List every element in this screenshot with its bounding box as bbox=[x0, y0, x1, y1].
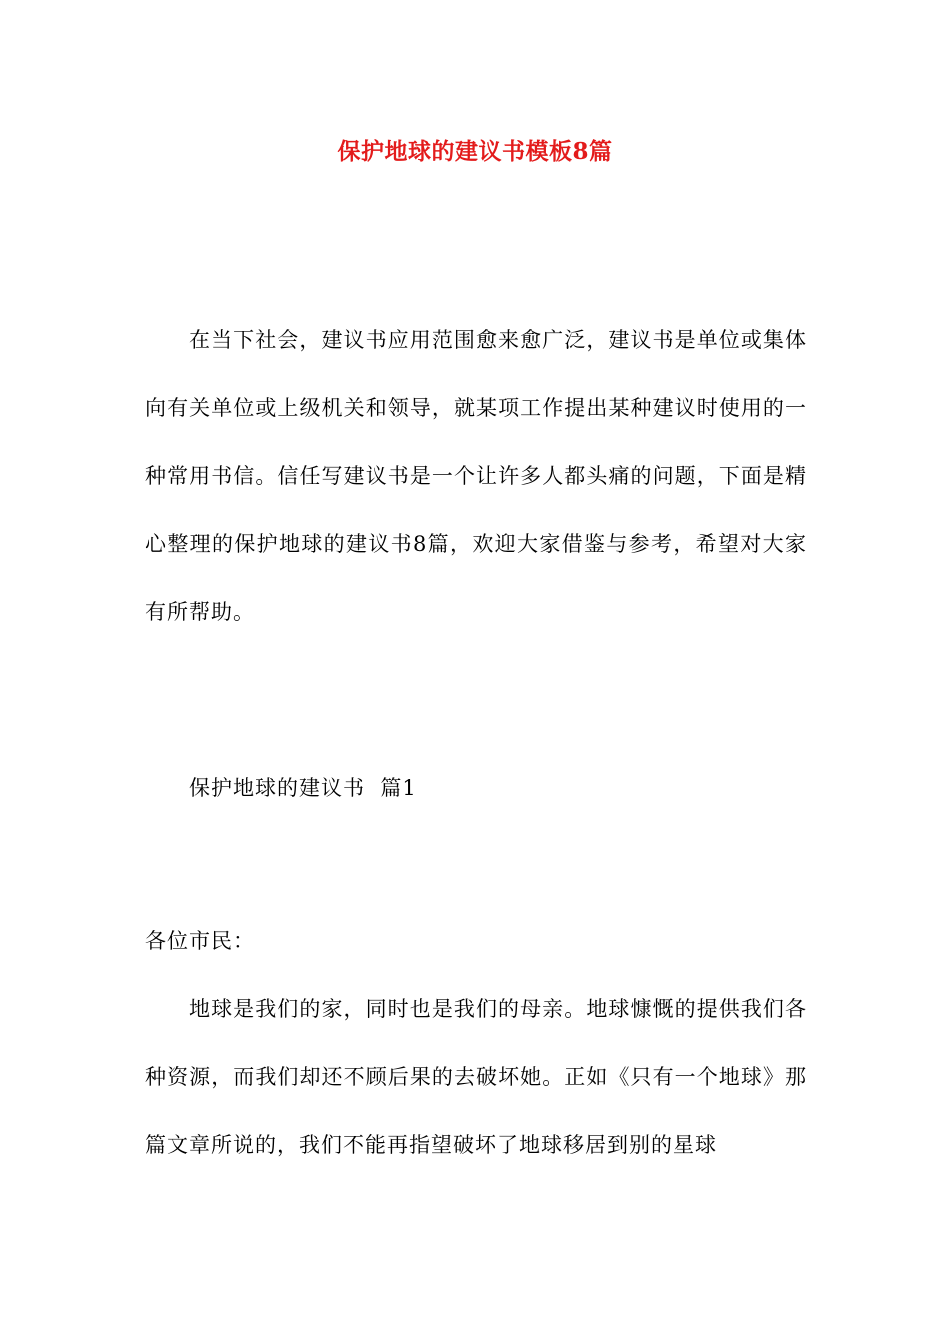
intro-block bbox=[145, 306, 807, 646]
body-block bbox=[145, 975, 807, 1179]
intro-paragraph: 在当下社会，建议书应用范围愈来愈广泛，建议书是单位或集体向有关单位或上级机关和领导，就某项工作提出某种建议时使用的一种常用书信。信任写建议书是一个让许多人都头痛的问题，下面是精心整理的保护地球的建议书8篇，欢迎大家借鉴与参考，希望对大家有所帮助。 bbox=[145, 328, 807, 624]
body-paragraph: 地球是我们的家，同时也是我们的母亲。地球慷慨的提供我们各种资源，而我们却还不顾后果的去破坏她。正如《只有一个地球》那篇文章所说的，我们不能再指望破坏了地球移居到别的星球 bbox=[145, 997, 807, 1157]
greeting-block bbox=[145, 907, 807, 975]
section-heading-block bbox=[145, 754, 807, 822]
document-title: 保护地球的建议书模板8篇 bbox=[337, 138, 613, 165]
section-heading: 保护地球的建议书 篇1 bbox=[189, 776, 417, 800]
greeting-line: 各位市民： bbox=[145, 929, 255, 953]
